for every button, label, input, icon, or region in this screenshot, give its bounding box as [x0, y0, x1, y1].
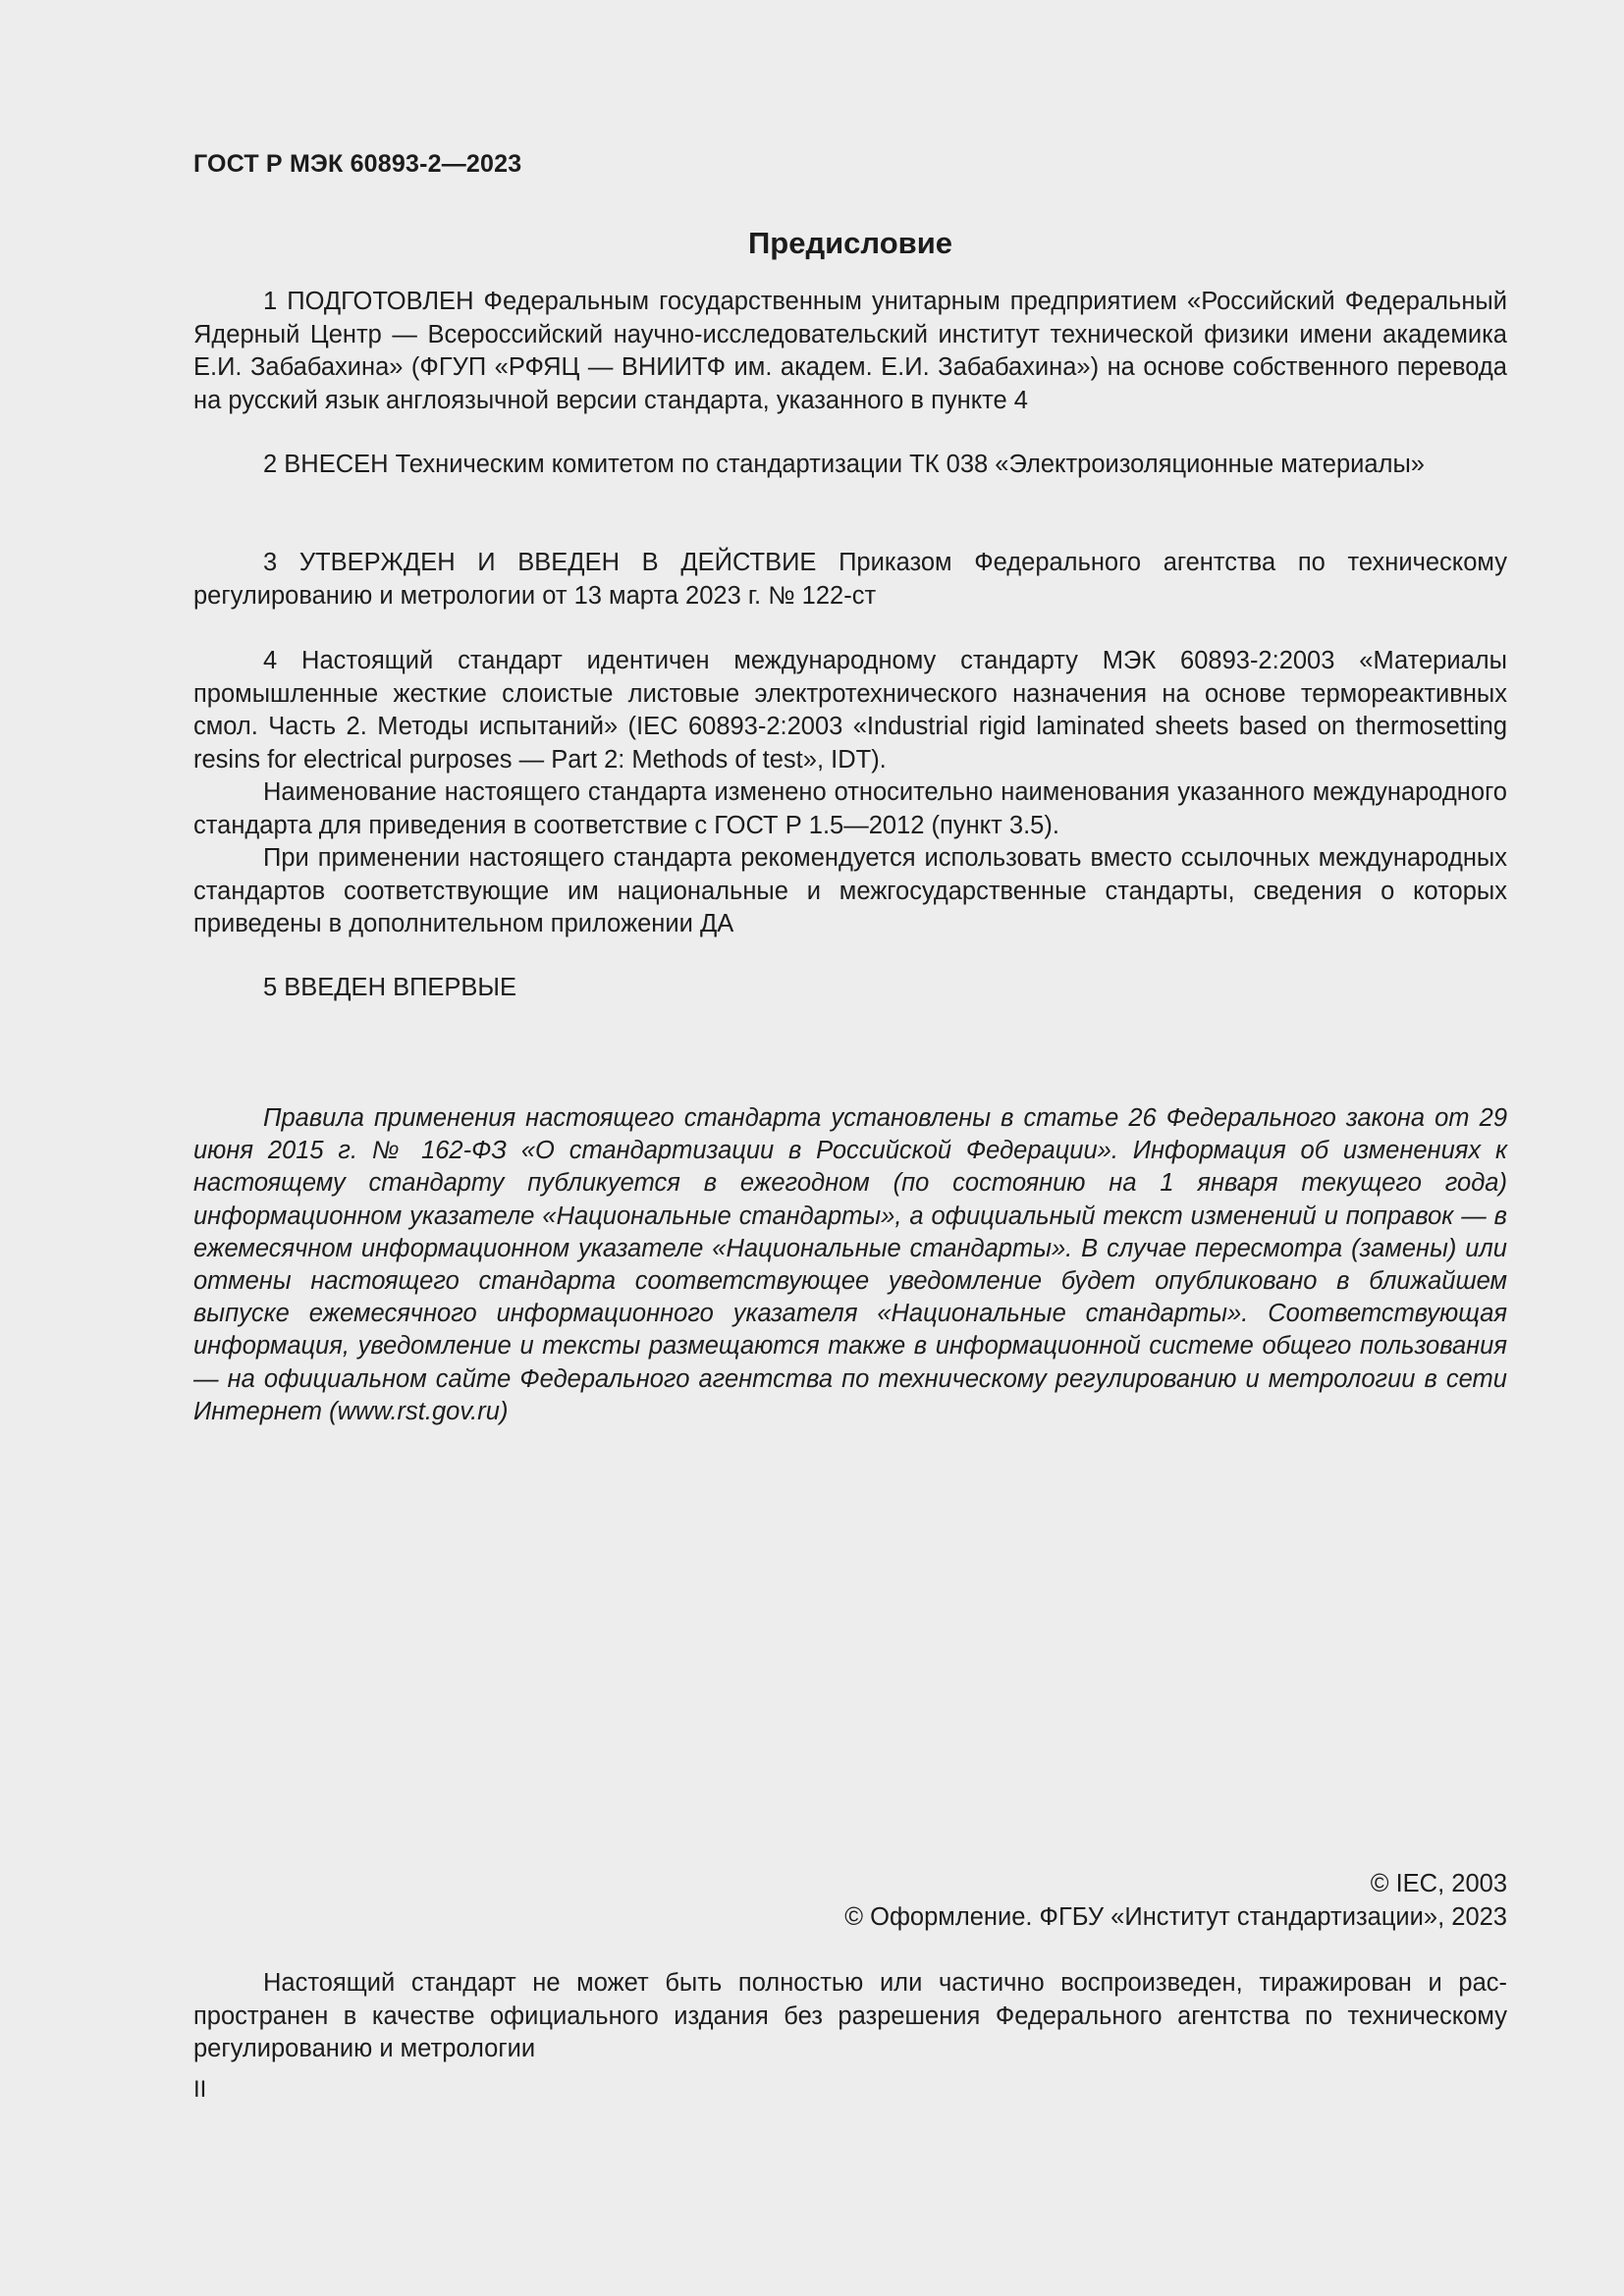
foreword-item-4-paragraph-1: 4 Настоящий стандарт идентичен международному стандарту МЭК 60893-2:2003 «Материалы промышленные жесткие слоистые листовые электротехнического назначения на основе термореактивных смол. Часть 2. Методы испытаний» (IEC 60893-2:2003 «Industrial rigid laminated sheets based on thermosetting resins for electrical purposes — Part 2: Methods of test», IDT). — [193, 647, 1507, 774]
foreword-item-3 — [193, 547, 1507, 613]
reproduction-notice-text: Настоящий стандарт не может быть полностью или частично воспроизведен, тиражирован и распространен в качестве официального издания без разрешения Федерального агентства по техническому регулированию и метрологии — [193, 1969, 1507, 2062]
foreword-item-5-text: 5 ВВЕДЕН ВПЕРВЫЕ — [263, 974, 517, 1001]
foreword-item-1 — [193, 286, 1507, 417]
application-rules-notice-text: Правила применения настоящего стандарта установлены в статье 26 Федерального закона от 29 июня 2015 г. № 162-ФЗ «О стандартизации в Российской Федерации». Информация об изменениях к настоящему стандарту публикуется в ежегодном (по состоянию на 1 января текущего года) информационном указателе «Национальные стандарты», а официальный текст изменений и поправок — в ежемесячном информационном указателе «Национальные стандарты». В случае пересмотра (замены) или отмены настоящего стандарта соответствующее уведомление будет опубликовано в ближайшем выпуске ежемесячного информационного указателя «Национальные стандарты». Соответствующая информация, уведомление и тексты размещаются также в информационной системе общего пользования — на официальном сайте Федерального агентства по техническому регулированию и метрологии в сети Интернет (www.rst.gov.ru) — [193, 1104, 1507, 1425]
foreword-item-5 — [193, 972, 1507, 1005]
copyright-block — [844, 1867, 1507, 1934]
copyright-design: © Оформление. ФГБУ «Институт стандартизации», 2023 — [844, 1903, 1507, 1931]
foreword-item-3-text: 3 УТВЕРЖДЕН И ВВЕДЕН В ДЕЙСТВИЕ Приказом Федерального агентства по техническому регулированию и метрологии от 13 марта 2023 г. № 122-ст — [193, 549, 1507, 610]
foreword-item-2-text: 2 ВНЕСЕН Техническим комитетом по стандартизации ТК 038 «Электроизоляционные материалы» — [263, 451, 1425, 478]
foreword-item-2 — [193, 449, 1507, 482]
standard-code-header: ГОСТ Р МЭК 60893-2—2023 — [193, 150, 522, 178]
reproduction-notice — [193, 1967, 1507, 2066]
foreword-item-4-paragraph-2: Наименование настоящего стандарта изменено относительно наименования указанного международного стандарта для приведения в соответствие с ГОСТ Р 1.5—2012 (пункт 3.5). — [193, 778, 1507, 839]
foreword-item-4 — [193, 645, 1507, 941]
foreword-item-4-paragraph-3: При применении настоящего стандарта рекомендуется использовать вместо ссылочных международных стандартов соответствующие им национальные и межгосударственные стандарты, сведения о которых приведены в дополнительном приложении ДА — [193, 844, 1507, 937]
copyright-iec: © IEC, 2003 — [1370, 1870, 1507, 1897]
page-title: Предисловие — [747, 226, 952, 260]
application-rules-notice — [193, 1102, 1507, 1428]
page-number: II — [193, 2076, 207, 2103]
foreword-item-1-text: 1 ПОДГОТОВЛЕН Федеральным государственным унитарным предприятием «Российский Федеральный Ядерный Центр — Всероссийский научно-исследовательский институт технической физики имени академика Е.И. Забабахина» (ФГУП «РФЯЦ — ВНИИТФ им. академ. Е.И. Забабахина») на основе собственного перевода на русский язык англоязычной версии стандарта, указанного в пункте 4 — [193, 288, 1507, 414]
